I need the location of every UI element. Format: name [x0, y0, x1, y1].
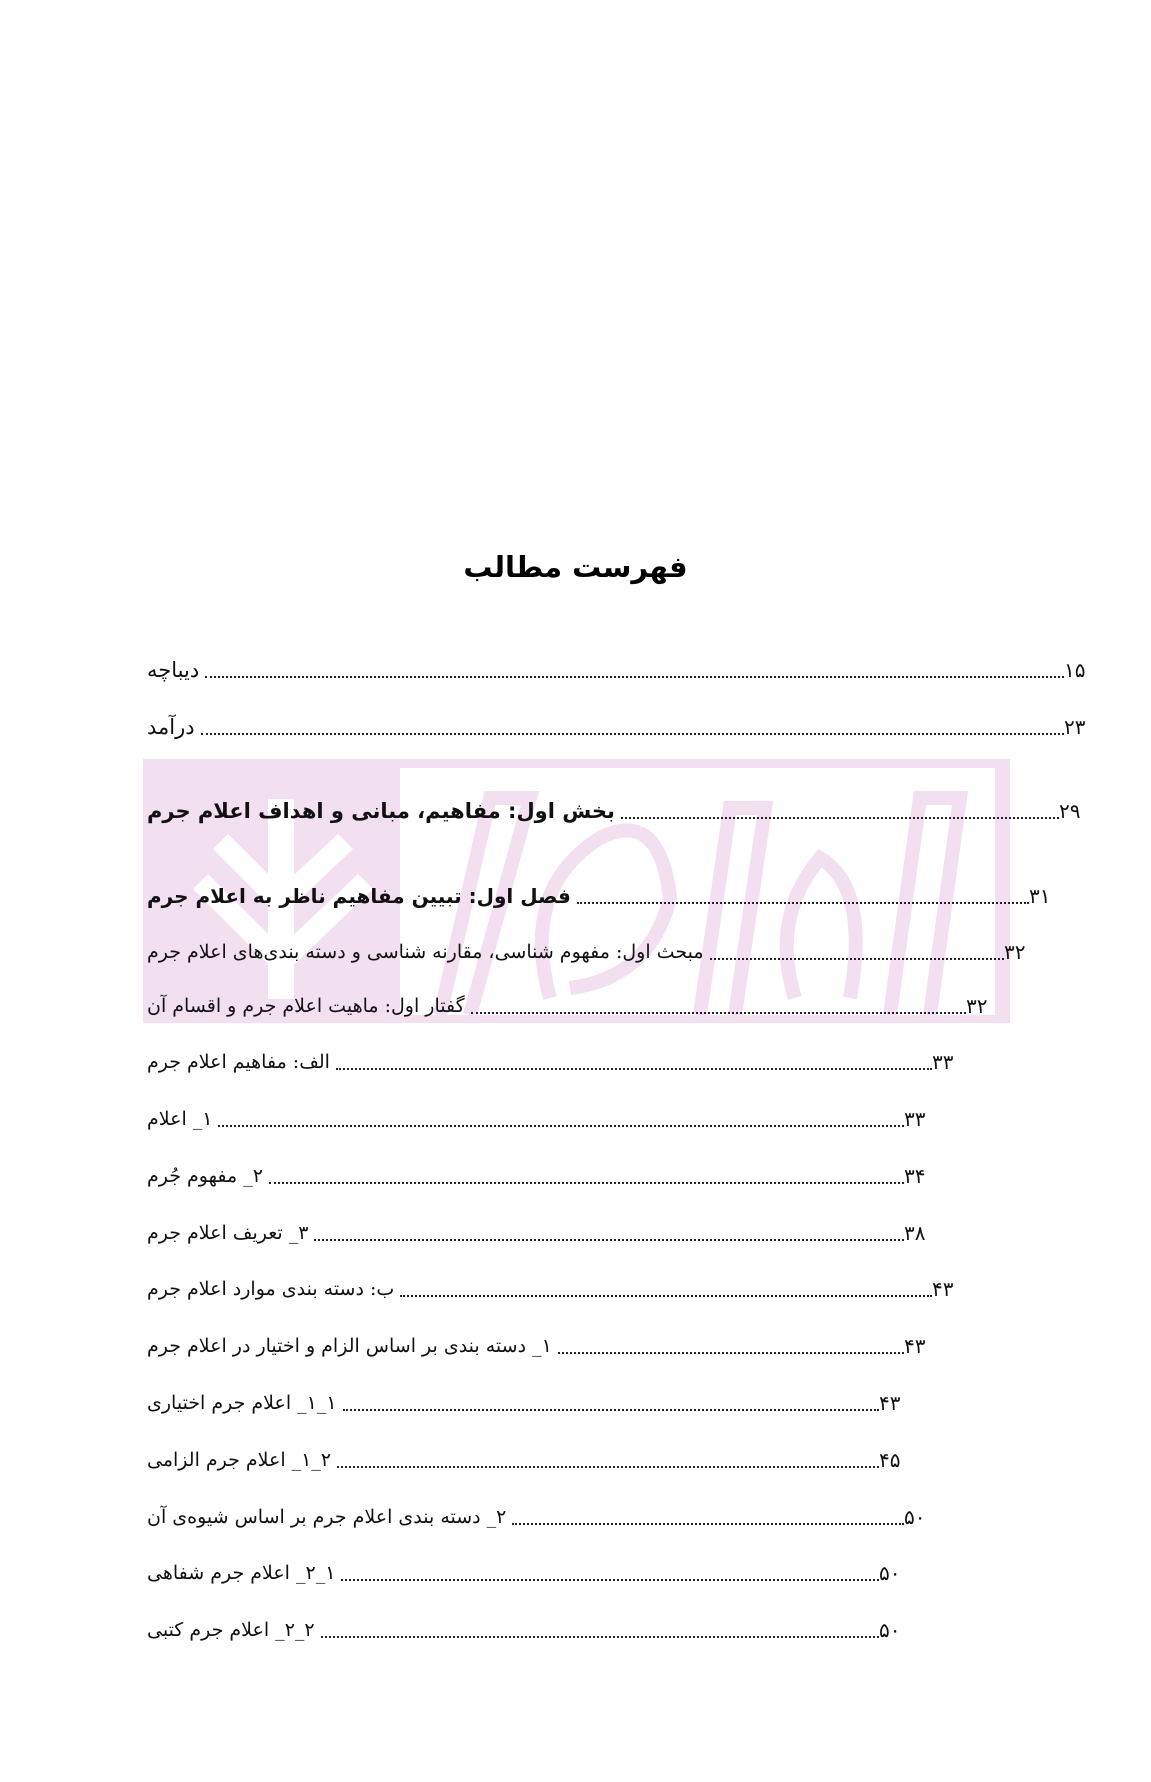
- toc-entry-title: ۱_ دسته بندی بر اساس الزام و اختیار در اعلام جرم: [147, 1335, 552, 1357]
- toc-entry: [143, 1385, 915, 1421]
- toc-page-number: ۵۰: [904, 1505, 926, 1529]
- toc-entry: [143, 1499, 940, 1535]
- toc-page-number: ۳۲: [966, 994, 988, 1018]
- toc-entry-title: درآمد: [147, 715, 195, 739]
- toc-page-number: ۴۳: [904, 1334, 926, 1358]
- toc-entry: [143, 1044, 968, 1080]
- toc-page-number: ۲۳: [1064, 715, 1086, 739]
- toc-page-number: ۳۲: [1004, 940, 1026, 964]
- page-title: فهرست مطالب: [463, 550, 688, 584]
- toc-entry: [143, 1215, 940, 1251]
- toc-page-number: ۴۵: [879, 1448, 901, 1472]
- dot-leader: [621, 816, 1059, 819]
- dot-leader: [577, 901, 1029, 904]
- toc-entry-title: ب: دسته بندی موارد اعلام جرم: [147, 1278, 395, 1300]
- toc-entry-title: ۲_ مفهوم جُرم: [147, 1165, 263, 1187]
- toc-page-number: ۱۵: [1064, 658, 1086, 682]
- toc-page-number: ۵۰: [879, 1561, 901, 1585]
- dot-leader: [512, 1522, 904, 1525]
- toc-entry-title: ۱_ اعلام: [147, 1108, 213, 1130]
- toc-entry-title: بخش اول: مفاهیم، مبانی و اهداف اعلام جرم: [147, 799, 615, 823]
- dot-leader: [710, 957, 1004, 960]
- toc-page-number: ۳۴: [904, 1164, 926, 1188]
- dot-leader: [201, 732, 1064, 735]
- toc-entry: [143, 1555, 915, 1591]
- toc-entry-title: ۳_ تعریف اعلام جرم: [147, 1222, 309, 1244]
- dot-leader: [337, 1465, 879, 1468]
- toc-entry-title: دیباچه: [147, 658, 200, 682]
- toc-entry: [143, 1271, 968, 1307]
- toc-entry: [143, 934, 1040, 970]
- toc-entry: [143, 1328, 940, 1364]
- toc-page-number: ۲۹: [1059, 799, 1081, 823]
- toc-entry: [143, 988, 1002, 1024]
- toc-entry: [143, 1442, 915, 1478]
- toc-page-number: ۴۳: [932, 1277, 954, 1301]
- dot-leader: [343, 1408, 879, 1411]
- toc-entry: [143, 652, 1100, 688]
- toc-entry: [143, 1101, 940, 1137]
- toc-entry: [143, 878, 1065, 914]
- dot-leader: [321, 1635, 879, 1638]
- dot-leader: [400, 1294, 932, 1297]
- toc-entry-title: مبحث اول: مفهوم شناسی، مقارنه شناسی و دسته بندی‌های اعلام جرم: [147, 941, 704, 963]
- toc-page-number: ۵۰: [879, 1618, 901, 1642]
- toc-entry-title: ۲_۲_ اعلام جرم کتبی: [147, 1619, 315, 1641]
- dot-leader: [471, 1011, 966, 1014]
- dot-leader: [341, 1578, 879, 1581]
- toc-entry-title: فصل اول: تبیین مفاهیم ناظر به اعلام جرم: [147, 884, 571, 908]
- toc-page-number: ۴۳: [879, 1391, 901, 1415]
- toc-entry: [143, 793, 1095, 829]
- toc-entry-title: ۲_ دسته بندی اعلام جرم بر اساس شیوه‌ی آن: [147, 1506, 507, 1528]
- toc-entry: [143, 1158, 940, 1194]
- toc-page-number: ۳۱: [1029, 884, 1051, 908]
- dot-leader: [336, 1067, 932, 1070]
- dot-leader: [205, 675, 1064, 678]
- toc-page-number: ۳۳: [932, 1050, 954, 1074]
- toc-entry: [143, 709, 1100, 745]
- dot-leader: [558, 1351, 904, 1354]
- toc-entry: [143, 1612, 915, 1648]
- toc-page-number: ۳۸: [904, 1221, 926, 1245]
- toc-entry-title: ۱_۲_ اعلام جرم شفاهی: [147, 1562, 336, 1584]
- toc-entry-title: الف: مفاهیم اعلام جرم: [147, 1051, 330, 1073]
- dot-leader: [218, 1124, 904, 1127]
- toc-entry-title: ۲_۱_ اعلام جرم الزامی: [147, 1449, 332, 1471]
- dot-leader: [314, 1238, 904, 1241]
- toc-page-number: ۳۳: [904, 1107, 926, 1131]
- toc-entry-title: گفتار اول: ماهیت اعلام جرم و اقسام آن: [147, 995, 465, 1017]
- dot-leader: [269, 1181, 904, 1184]
- toc-entry-title: ۱_۱_ اعلام جرم اختیاری: [147, 1392, 337, 1414]
